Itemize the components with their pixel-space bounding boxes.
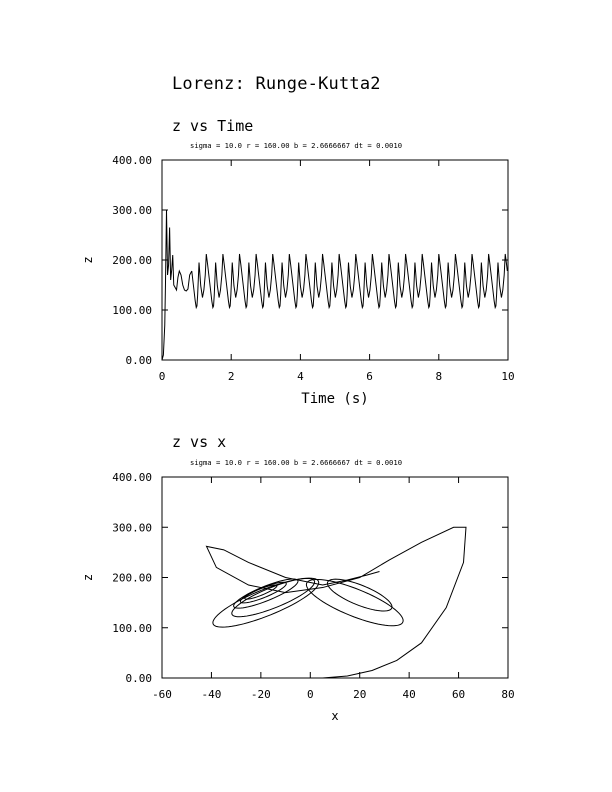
- y-tick-label: 200.00: [112, 571, 152, 585]
- series-group: [206, 527, 466, 678]
- x-tick-label: 0: [158, 370, 166, 383]
- chart-1: [81, 117, 515, 407]
- y-tick-label: 100.00: [112, 304, 152, 317]
- chart-title: z vs x: [172, 433, 227, 451]
- x-tick-label: -20: [250, 688, 271, 701]
- page-title: Lorenz: Runge-Kutta2: [172, 74, 381, 94]
- x-tick-label: 6: [366, 370, 373, 383]
- x-tick-label: -40: [201, 688, 222, 701]
- series-line-loop: [240, 582, 286, 603]
- y-tick-label: 300.00: [112, 204, 152, 217]
- x-tick-label: 4: [297, 370, 304, 383]
- chart-subtitle: sigma = 10.0 r = 160.00 b = 2.6666667 dt = 0.0010: [190, 458, 403, 467]
- series-line-transient: [162, 210, 192, 360]
- x-tick-label: 80: [501, 688, 515, 701]
- y-axis-label: z: [81, 256, 95, 264]
- y-tick-label: 400.00: [112, 154, 152, 167]
- y-tick-label: 300.00: [112, 521, 152, 535]
- chart-2: [81, 433, 515, 723]
- x-axis-label: x: [331, 709, 339, 723]
- plot-frame: [162, 477, 508, 678]
- x-tick-label: 2: [227, 370, 235, 383]
- y-tick-label: 200.00: [112, 254, 152, 267]
- y-axis-label: z: [81, 573, 95, 582]
- y-tick-label: 100.00: [112, 621, 152, 635]
- series-line-loop: [306, 579, 403, 625]
- x-tick-label: 10: [501, 370, 515, 383]
- x-tick-label: 20: [353, 688, 367, 701]
- x-tick-label: -60: [152, 688, 172, 701]
- x-tick-label: 8: [435, 370, 443, 383]
- y-tick-label: 0.00: [125, 672, 152, 685]
- x-tick-label: 40: [402, 688, 416, 701]
- series-line-oscillation: [192, 254, 508, 308]
- chart-title: z vs Time: [172, 117, 254, 135]
- x-tick-label: 0: [306, 688, 314, 701]
- chart-subtitle: sigma = 10.0 r = 160.00 b = 2.6666667 dt = 0.0010: [190, 141, 403, 150]
- series-group: [162, 210, 507, 360]
- x-tick-label: 60: [451, 688, 466, 701]
- x-axis-label: Time (s): [301, 391, 369, 407]
- y-tick-label: 0.00: [125, 354, 152, 367]
- y-tick-label: 400.00: [112, 471, 152, 484]
